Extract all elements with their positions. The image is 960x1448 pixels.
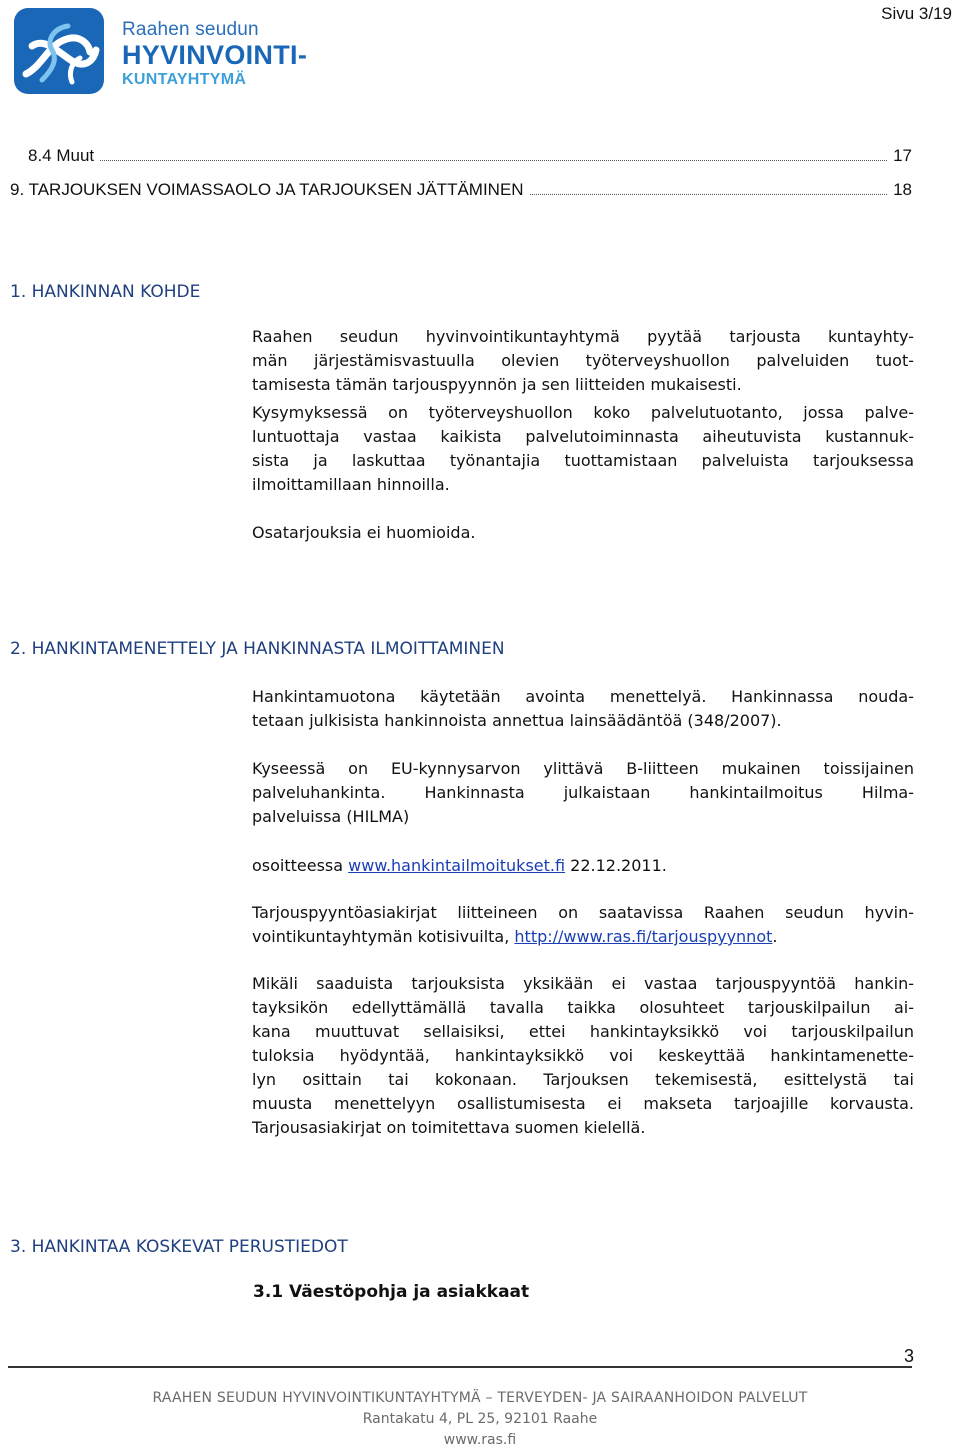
paragraph [252,521,914,545]
tarjouspyynnot-link[interactable]: http://www.ras.fi/tarjouspyynnot [514,927,773,946]
toc-entry-page: 17 [893,146,912,165]
footer-divider [8,1366,912,1368]
section-heading: 2. HANKINTAMENETTELY JA HANKINNASTA ILMOITTAMINEN [10,639,505,659]
footer-website: www.ras.fi [443,1432,517,1448]
text-prefix: osoitteessa [252,856,349,875]
text-suffix: 22.12.2011. [565,856,667,875]
knot-logo-icon [12,6,108,98]
paragraph-line: palveluissa (HILMA) [252,807,410,826]
paragraph-line: Mikäli saaduista tarjouksista yksikään ei vastaa tarjouspyyntöä hankin- [252,974,914,993]
footer-organization: RAAHEN SEUDUN HYVINVOINTIKUNTAYHTYMÄ – TERVEYDEN- JA SAIRAANHOIDON PALVELUT [152,1390,808,1406]
logo-line-type: KUNTAYHTYMÄ [122,71,247,88]
paragraph-line: lyn osittain tai kokonaan. Tarjouksen tekemisestä, esittelystä tai [252,1070,914,1089]
text-suffix: . [772,927,778,946]
logo-wordmark [122,20,307,88]
paragraph-line: Osatarjouksia ei huomioida. [252,523,476,542]
paragraph-line: kana muuttuvat sellaisiksi, ettei hankintayksikkö voi tarjouskilpailun [252,1022,914,1041]
paragraph-line [252,925,914,949]
paragraph [252,401,914,497]
toc-leader-dots [100,160,887,161]
paragraph-line: män järjestämisvastuulla olevien työterveyshuollon palveluiden tuot- [252,351,914,370]
paragraph-line: tayksikön edellyttämällä tavalla taikka olosuhteet tarjouskilpailun ai- [252,998,914,1017]
paragraph-line: Kysymyksessä on työterveyshuollon koko palvelutuotanto, jossa palve- [252,403,914,422]
logo-line-region: Raahen seudun [122,19,259,40]
footer-address: Rantakatu 4, PL 25, 92101 Raahe [362,1411,598,1427]
paragraph-line: Raahen seudun hyvinvointikuntayhtymä pyytää tarjousta kuntayhty- [252,327,914,346]
toc-entry-label: 9. TARJOUKSEN VOIMASSAOLO JA TARJOUKSEN JÄTTÄMINEN [10,180,524,199]
paragraph-line: tetaan julkisista hankinnoista annettua lainsäädäntöä (348/2007). [252,711,782,730]
paragraph-line: sista ja laskuttaa työnantajia tuottamistaan palveluista tarjouksessa [252,451,914,470]
paragraph [252,854,914,878]
toc-entry[interactable] [28,146,912,166]
paragraph-line: Tarjousasiakirjat on toimitettava suomen kielellä. [252,1118,646,1137]
paragraph-line [252,854,914,878]
paragraph-line: tamisesta tämän tarjouspyynnön ja sen liitteiden mukaisesti. [252,375,742,394]
page-indicator: Sivu 3/19 [881,4,952,23]
logo-line-name: HYVINVOINTI- [122,40,308,70]
subsection-heading: 3.1 Väestöpohja ja asiakkaat [253,1282,530,1302]
paragraph-line: palveluhankinta. Hankinnasta julkaistaan hankintailmoitus Hilma- [252,783,914,802]
paragraph-line: muusta menettelyyn osallistumisesta ei makseta tarjoajille korvausta. [252,1094,914,1113]
paragraph-line: Tarjouspyyntöasiakirjat liitteineen on saatavissa Raahen seudun hyvin- [252,903,914,922]
paragraph [252,972,914,1140]
section-heading: 1. HANKINNAN KOHDE [10,282,201,302]
hankintailmoitukset-link[interactable]: www.hankintailmoitukset.fi [348,856,566,875]
toc-entry[interactable] [10,180,912,200]
toc-entry-page: 18 [893,180,912,199]
page-number: 3 [903,1346,914,1366]
toc-leader-dots [530,194,888,195]
toc-entry-label: 8.4 Muut [28,146,95,165]
paragraph-line: tuloksia hyödyntää, hankintayksikkö voi keskeyttää hankintamenette- [252,1046,914,1065]
organization-logo [12,6,342,98]
paragraph-line: Kyseessä on EU-kynnysarvon ylittävä B-liitteen mukainen toissijainen [252,759,914,778]
paragraph [252,685,914,733]
paragraph [252,757,914,829]
section-heading: 3. HANKINTAA KOSKEVAT PERUSTIEDOT [10,1237,348,1257]
paragraph [252,325,914,397]
paragraph-line: luntuottaja vastaa kaikista palvelutoiminnasta aiheutuvista kustannuk- [252,427,914,446]
paragraph-line: Hankintamuotona käytetään avointa menettelyä. Hankinnassa nouda- [252,687,914,706]
paragraph [252,901,914,949]
text-prefix: vointikuntayhtymän kotisivuilta, [252,927,515,946]
paragraph-line: ilmoittamillaan hinnoilla. [252,475,450,494]
